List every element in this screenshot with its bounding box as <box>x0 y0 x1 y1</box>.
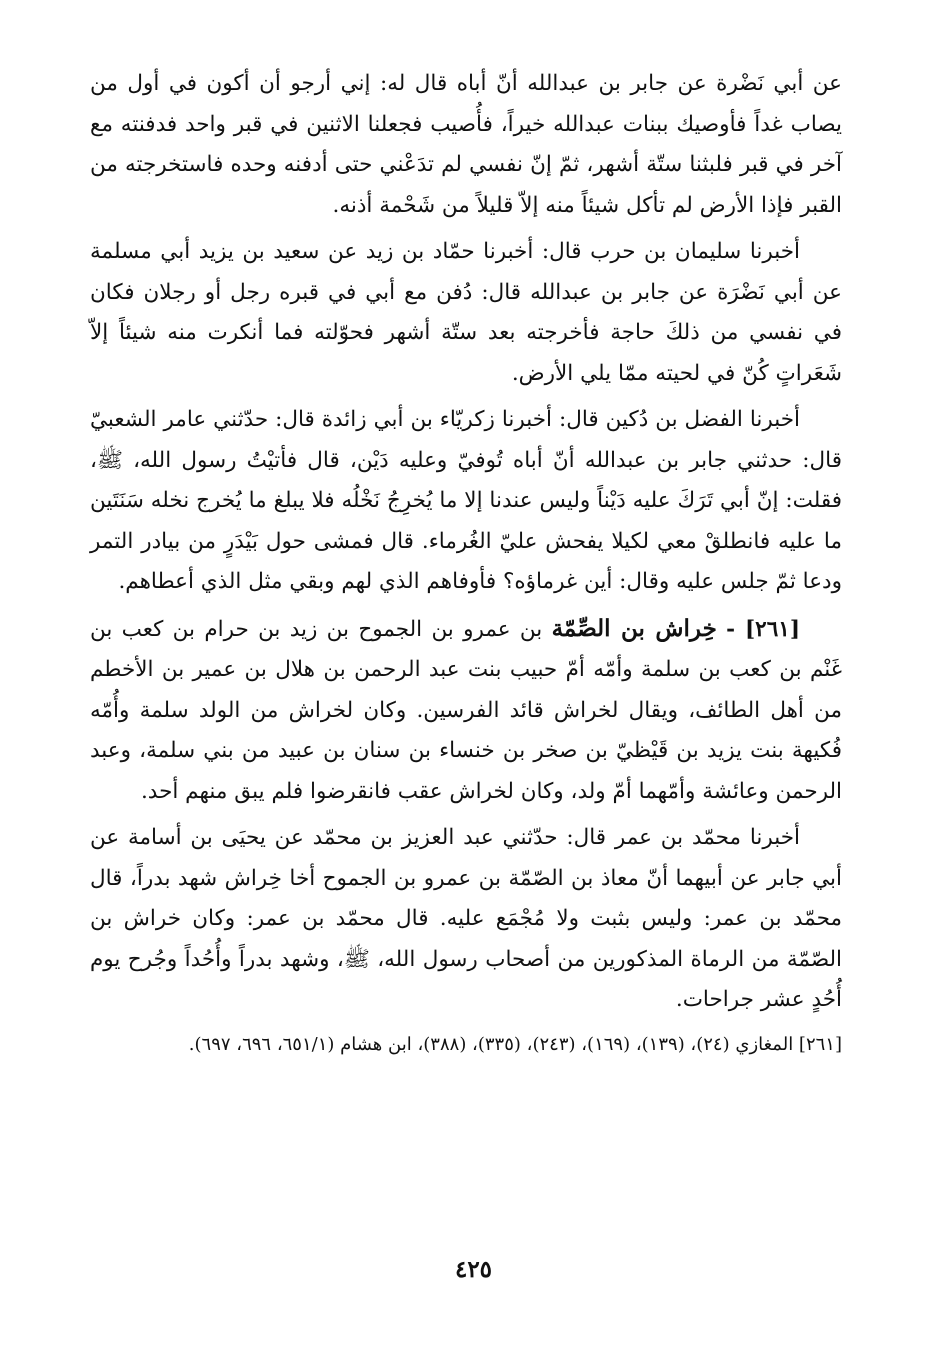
entry-number: [٢٦١] - <box>726 616 801 642</box>
footnote: [٢٦١] المغازي (٢٤)، (١٣٩)، (١٦٩)، (٢٤٣)، (٣٣٥)، (٣٨٨)، ابن هشام (٦٥١/١، ٦٩٦، ٦٩٧). <box>188 1033 842 1055</box>
paragraph-3: أخبرنا الفضل بن دُكين قال: أخبرنا زكريّاء بن أبي زائدة قال: حدّثني عامر الشعبيّ قال: حدثني جابر بن عبدالله أنّ أباه تُوفيّ وعليه دَيْن، قال فأتيْتُ رسول الله، ﷺ، فقلت: إنّ أبي تَرَكَ عليه دَيْناً وليس عندنا إلا ما يُخرِجُ نَخْلُه فلا يبلغ ما يُخرج نخله سَنَتَين ما عليه فانطلقْ معي لكيلا يفحش عليّ الغُرماء. قال فمشى حول بَيْدَرٍ من بيادر التمر ودعا ثمّ جلس عليه وقال: أين غرماؤه؟ فأوفاهم الذي لهم وبقي مثل الذي أعطاهم. <box>90 407 842 594</box>
biography-entry <box>90 609 842 813</box>
entry-name: خِراش بن الصِّمّة <box>551 614 717 642</box>
page-number: ٤٢٥ <box>454 1256 493 1283</box>
entry-text: بن عمرو بن الجموح بن زيد بن حرام بن كعب بن غَنْم بن كعب بن سلمة وأمّه أمّ حبيب بنت عبد الرحمن بن هلال بن عمير بن الأخطم من أهل الطائف، ويقال لخراش قائد الفرسين. وكان لخراش من الولد سلمة وأُمّه فُكيهة بنت يزيد بن قَيْظيّ بن صخر بن خنساء بن سنان بن عبيد من بني سلمة، وعبد الرحمن وعائشة وأمّهما أمّ ولد، وكان لخراش عقب فانقرضوا فلم يبق منهم أحد. <box>90 616 842 804</box>
page-body <box>90 64 842 1081</box>
paragraph-last: أخبرنا محمّد بن عمر قال: حدّثني عبد العزيز بن محمّد عن يحيَى بن أسامة عن أبي جابر عن أبيهما أنّ معاذ بن الصّمّة بن عمرو بن الجموح أخا خِراش شهد بدراً، قال محمّد بن عمر: وليس بثبت ولا مُجْمَع عليه. قال محمّد بن عمر: وكان خراش بن الصّمّة من الرماة المذكورين من أصحاب رسول الله، ﷺ، وشهد بدراً وأُحُداً وجُرح يوم أُحُدٍ عشر جراحات. <box>90 825 842 1012</box>
paragraph-2: أخبرنا سليمان بن حرب قال: أخبرنا حمّاد بن زيد عن سعيد بن يزيد أبي مسلمة عن أبي نَضْرَة عن جابر بن عبدالله قال: دُفن مع أبي في قبره رجل أو رجلان فكان في نفسي من ذلكَ حاجة فأخرجته بعد ستّة أشهر فحوّلته فما أنكرت منه شيئاً إلاّ شَعَراتٍ كُنّ في لحيته ممّا يلي الأرض. <box>90 239 842 386</box>
paragraph-1: عن أبي نَضْرة عن جابر بن عبدالله أنّ أباه قال له: إني أرجو أن أكون في أول من يصاب غداً فأوصيك ببنات عبدالله خيراً، فأُصيب فجعلنا الاثنين في قبر واحد فدفنته مع آخر في قبر فلبثنا ستّة أشهر، ثمّ إنّ نفسي لم تدَعْني حتى أدفنه وحده فاستخرجته من القبر فإذا الأرض لم تأكل شيئاً منه إلاّ قليلاً من شَحْمة أذنه. <box>90 71 842 218</box>
